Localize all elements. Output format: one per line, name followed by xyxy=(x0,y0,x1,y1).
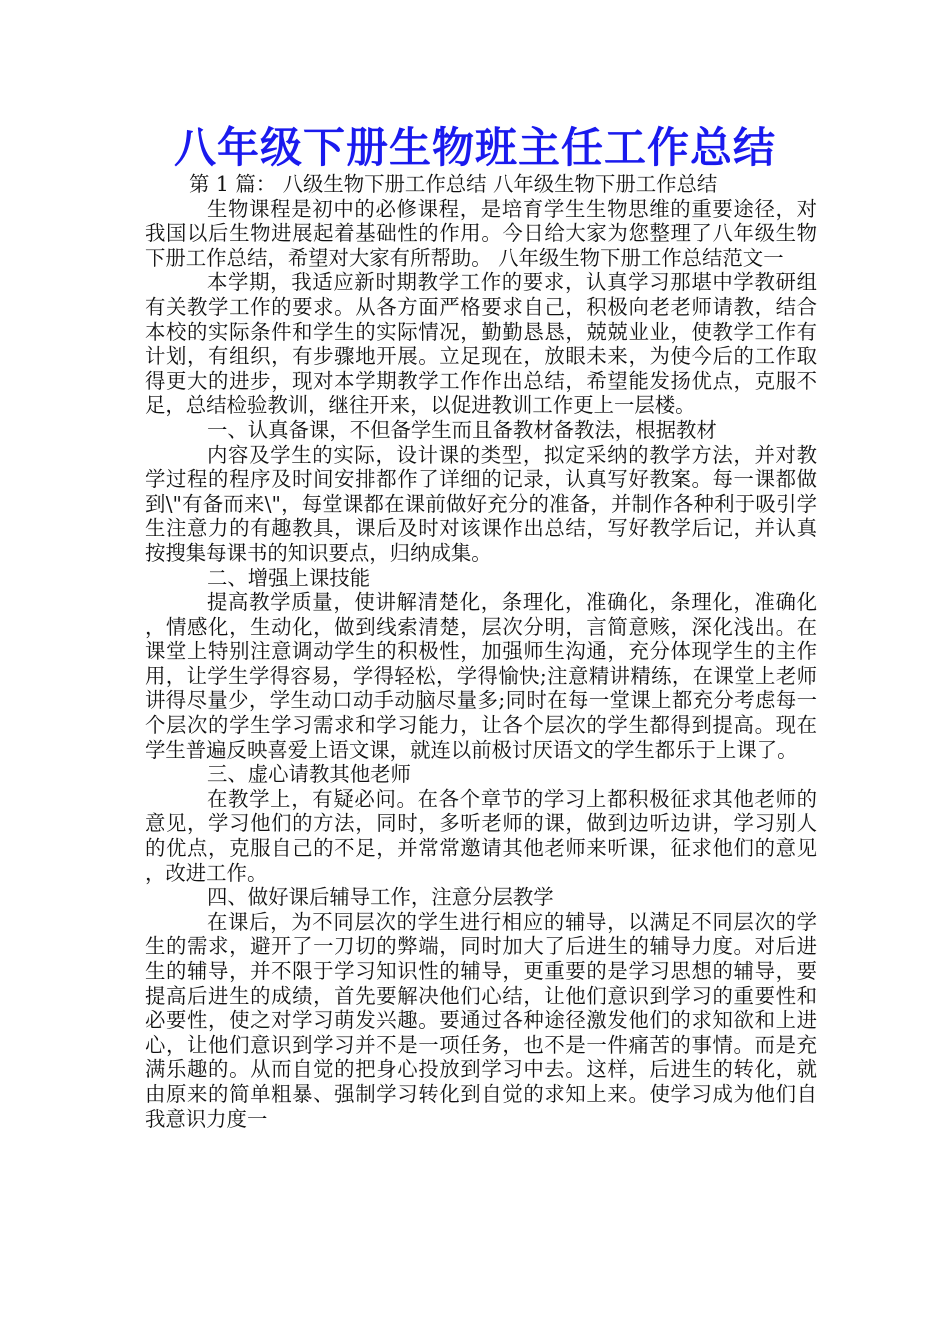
paragraph-summary: 本学期，我适应新时期教学工作的要求，认真学习那堪中学教研组有关教学工作的要求。从各方面严格要求自己，积极向老老师请教，结合本校的实际条件和学生的实际情况，勤勤恳恳，兢兢业业，使教学工作有计划，有组织，有步骤地开展。立足现在，放眼未来，为使今后的工作取得更大的进步，现对本学期教学工作作出总结，希望能发扬优点，克服不足，总结检验教训，继往开来，以促进教训工作更上一层楼。 xyxy=(145,270,817,418)
paragraph-section-4: 在课后，为不同层次的学生进行相应的辅导，以满足不同层次的学生的需求，避开了一刀切的弊端，同时加大了后进生的辅导力度。对后进生的辅导，并不限于学习知识性的辅导，更重要的是学习思想的辅导，要提高后进生的成绩，首先要解决他们心结，让他们意识到学习的重要性和必要性，使之对学习萌发兴趣。要通过各种途径激发他们的求知欲和上进心，让他们意识到学习并不是一项任务，也不是一件痛苦的事情。而是充满乐趣的。从而自觉的把身心投放到学习中去。这样，后进生的转化，就由原来的简单粗暴、强制学习转化到自觉的求知上来。使学习成为他们自我意识力度一 xyxy=(145,909,817,1131)
section-heading-2: 二、增强上课技能 xyxy=(207,565,371,590)
document-subtitle: 第 1 篇： 八级生物下册工作总结 八年级生物下册工作总结 xyxy=(189,172,718,196)
document-body xyxy=(145,172,817,1131)
document-title: 八年级下册生物班主任工作总结 xyxy=(173,123,776,172)
section-heading-3: 三、虚心请教其他老师 xyxy=(207,762,411,787)
paragraph-section-1: 内容及学生的实际，设计课的类型，拟定采纳的教学方法，并对教学过程的程序及时间安排都作了详细的记录，认真写好教案。每一课都做到\"有备而来\"，每堂课都在课前做好充分的准备，并制作各种利于吸引学生注意力的有趣教具，课后及时对该课作出总结，写好教学后记，并认真按搜集每课书的知识要点，归纳成集。 xyxy=(145,442,817,565)
section-heading-4: 四、做好课后辅导工作，注意分层教学 xyxy=(207,885,554,910)
paragraph-section-2: 提高教学质量，使讲解清楚化，条理化，准确化，条理化，准确化，情感化，生动化，做到线索清楚，层次分明，言简意赅，深化浅出。在课堂上特别注意调动学生的积极性，加强师生沟通，充分体现学生的主作用，让学生学得容易，学得轻松，学得愉快;注意精讲精练，在课堂上老师讲得尽量少，学生动口动手动脑尽量多;同时在每一堂课上都充分考虑每一个层次的学生学习需求和学习能力，让各个层次的学生都得到提高。现在学生普遍反映喜爱上语文课，就连以前极讨厌语文的学生都乐于上课了。 xyxy=(145,590,817,762)
paragraph-intro: 生物课程是初中的必修课程，是培育学生生物思维的重要途径，对我国以后生物进展起着基础性的作用。今日给大家为您整理了八年级生物下册工作总结，希望对大家有所帮助。 八年级生物下册工作总结范文一 xyxy=(145,196,817,270)
paragraph-section-3: 在教学上，有疑必问。在各个章节的学习上都积极征求其他老师的意见，学习他们的方法，同时，多听老师的课，做到边听边讲，学习别人的优点，克服自己的不足，并常常邀请其他老师来听课，征求他们的意见，改进工作。 xyxy=(145,786,817,885)
section-heading-1: 一、认真备课，不但备学生而且备教材备教法，根据教材 xyxy=(207,417,717,442)
